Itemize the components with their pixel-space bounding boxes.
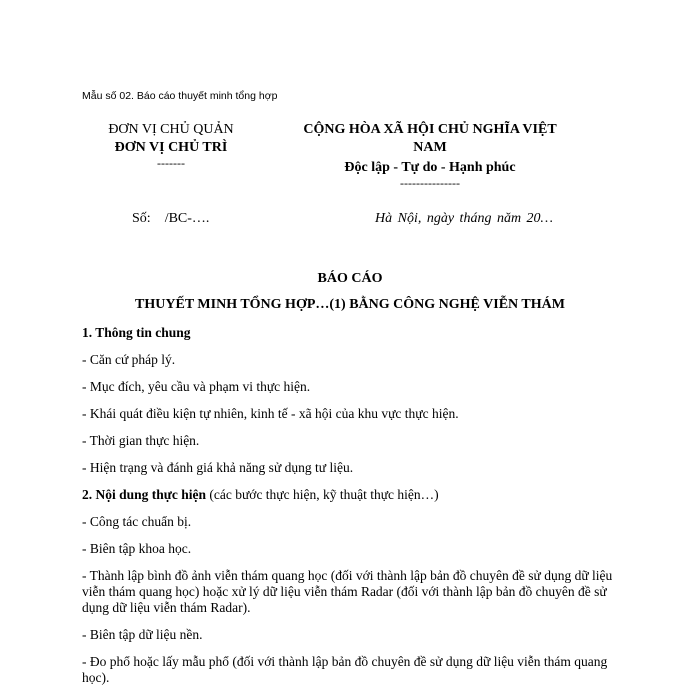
section-2-item: - Biên tập khoa học. [82,541,192,556]
section-1-item: - Khái quát điều kiện tự nhiên, kinh tế - xã hội của khu vực thực hiện. [82,406,459,421]
document-number-label: Số: [132,211,151,226]
section-2-item: - Đo phổ hoặc lấy mẫu phổ (đối với thành lập bản đồ chuyên đề sử dụng dữ liệu viễn thám quang học). [82,654,608,685]
section-2-item: - Biên tập dữ liệu nền. [82,627,203,642]
issuing-agency-header [100,121,242,169]
section-2-title: 2. Nội dung thực hiện [82,487,207,502]
national-motto: Độc lập - Tự do - Hạnh phúc [344,160,516,175]
form-number: Mẫu số 02. Báo cáo thuyết minh tổng hợp [82,90,278,102]
national-title-line1: CỘNG HÒA XÃ HỘI CHỦ NGHĨA VIỆT [303,122,557,137]
report-subtitle: THUYẾT MINH TỔNG HỢP…(1) BẰNG CÔNG NGHỆ VIỄN THÁM [135,297,565,312]
section-2-item: - Công tác chuẩn bị. [82,514,192,529]
section-2-heading [82,487,622,503]
section-1-item: - Hiện trạng và đánh giá khả năng sử dụng tư liệu. [82,460,354,475]
presiding-unit: ĐƠN VỊ CHỦ TRÌ [114,140,228,155]
document-number-value: /BC-…. [164,211,210,226]
section-1-heading: 1. Thông tin chung [82,325,191,340]
section-1-item: - Căn cứ pháp lý. [82,352,176,367]
governing-unit: ĐƠN VỊ CHỦ QUẢN [108,122,234,137]
place-and-date: Hà Nội, ngày tháng năm 20… [375,211,553,226]
right-divider: --------------- [400,176,460,190]
left-divider: ------- [157,156,185,170]
document-number [132,211,209,227]
report-title: BÁO CÁO [317,271,383,286]
national-title-line2: NAM [413,140,447,155]
section-1-item: - Mục đích, yêu cầu và phạm vi thực hiện. [82,379,311,394]
national-header [280,121,580,189]
section-2-note: (các bước thực hiện, kỹ thuật thực hiện…) [206,487,439,502]
report-body [82,325,622,697]
section-1-item: - Thời gian thực hiện. [82,433,200,448]
section-2-item: - Thành lập bình đồ ảnh viễn thám quang học (đối với thành lập bản đồ chuyên đề sử dụng dữ liệu viễn thám quang học) hoặc xử lý dữ liệu viễn thám Radar (đối với thành lập bản đồ chuyên đề sử dụng dữ liệu viễn thám Radar). [82,568,613,615]
